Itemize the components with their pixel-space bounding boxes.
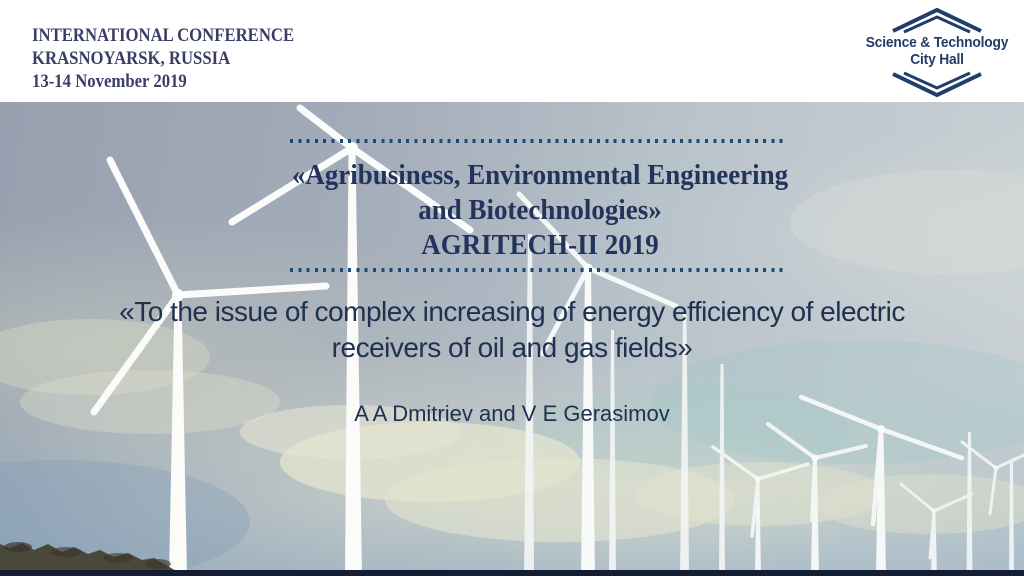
- authors-line: A A Dmitriev and V E Gerasimov: [354, 401, 670, 426]
- dotted-divider-top: [290, 139, 787, 143]
- logo-text-line2: City Hall: [910, 51, 964, 68]
- chevron-up-icon: [887, 6, 987, 34]
- paper-title-line: «To the issue of complex increasing of energy efficiency of electric: [119, 296, 905, 327]
- conference-info-line: KRASNOYARSK, RUSSIA: [32, 48, 231, 69]
- bottom-strip: [0, 570, 1024, 576]
- conference-info-line: INTERNATIONAL CONFERENCE: [32, 25, 295, 46]
- conference-info: [32, 24, 294, 93]
- paper-title: [0, 294, 1024, 366]
- science-technology-city-hall-logo: [858, 6, 1016, 99]
- dotted-divider-bottom: [290, 268, 787, 272]
- conference-title-line: and Biotechnologies»: [418, 194, 662, 226]
- logo-text-line1: Science & Technology: [865, 34, 1009, 51]
- conference-title: [215, 158, 866, 263]
- conference-title-line: «Agribusiness, Environmental Engineering: [291, 159, 789, 191]
- paper-title-line: receivers of oil and gas fields»: [331, 332, 693, 363]
- conference-info-line: 13-14 November 2019: [32, 71, 187, 92]
- chevron-down-icon: [887, 71, 987, 99]
- conference-title-line: AGRITECH-II 2019: [421, 229, 659, 261]
- wind-turbines-photo: [0, 102, 1024, 576]
